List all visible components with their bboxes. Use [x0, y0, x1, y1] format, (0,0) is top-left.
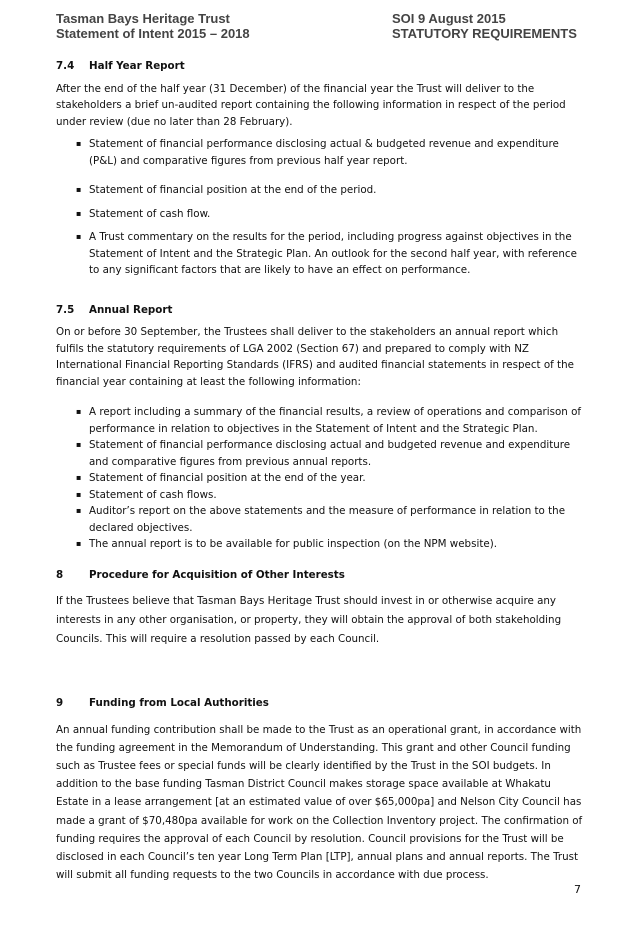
bullet-icon: ▪ — [76, 473, 82, 482]
header-left — [56, 11, 250, 41]
header-org: Tasman Bays Heritage Trust — [56, 11, 230, 26]
bullet-icon: ▪ — [76, 489, 82, 499]
list-item-text: A report including a summary of the financial results, a review of operations and comparison of performance in relation to objectives in the Statement of Intent and the Strategic Plan. — [89, 406, 582, 435]
list-item — [56, 404, 586, 437]
section-text: If the Trustees believe that Tasman Bays Heritage Trust should invest in or otherwise acquire any interests in any other organisation, or property, they will obtain the approval of both stakeholding Councils. This will require a resolution passed by each Council. — [56, 595, 562, 645]
bullet-icon: ▪ — [76, 407, 82, 416]
section-heading-7-4 — [56, 58, 586, 75]
section-number: 7.5 — [56, 303, 75, 316]
section-title: Procedure for Acquisition of Other Interests — [89, 568, 345, 581]
bullet-icon: ▪ — [76, 440, 82, 449]
list-item-text: Auditor’s report on the above statements and the measure of performance in relation to the declared objectives. — [89, 505, 566, 534]
list-item — [56, 536, 586, 553]
list-item — [56, 229, 586, 279]
section-heading-8 — [56, 567, 586, 584]
list-item — [56, 182, 586, 199]
section-number: 7.4 — [56, 60, 75, 72]
section-text: An annual funding contribution shall be made to the Trust as an operational grant, in accordance with the funding agreement in the Memorandum of Understanding. This grant and other Council funding such as Trustee fees or special funds will be clearly identified by the Trust in the SOI budgets. In addition to the base funding Tasman District Council makes storage space available at Whakatu Estate in a lease arrangement [at an estimated value of over $65,000pa] and Nelson City Council has made a grant of $70,480pa available for work on the Collection Inventory project. The confirmation of funding requires the approval of each Council by resolution. Council provisions for the Trust will be disclosed in each Council’s ten year Long Term Plan [LTP], annual plans and annual reports. The Trust will submit all funding requests to the two Councils in accordance with due process. — [56, 723, 583, 882]
list-item — [56, 437, 586, 470]
list-item-text: Statement of financial position at the end of the year. — [89, 472, 366, 484]
bullet-icon: ▪ — [76, 539, 82, 548]
header-section: STATUTORY REQUIREMENTS — [392, 26, 577, 41]
list-item — [56, 470, 586, 487]
list-item — [56, 136, 586, 169]
section-title: Funding from Local Authorities — [89, 697, 269, 709]
bullet-icon: ▪ — [76, 208, 82, 218]
bullet-list-7-5 — [56, 404, 586, 553]
bullet-icon: ▪ — [76, 185, 82, 194]
header-right — [392, 11, 577, 41]
header-doc-title: Statement of Intent 2015 – 2018 — [56, 26, 250, 41]
section-intro: On or before 30 September, the Trustees shall deliver to the stakeholders an annual report which fulfils the statutory requirements of LGA 2002 (Section 67) and prepared to comply with NZ International Financial Reporting Standards (IFRS) and audited financial statements in respect of the financial year containing at least the following information: — [56, 326, 574, 388]
bullet-icon: ▪ — [76, 506, 82, 515]
section-title: Annual Report — [89, 303, 173, 316]
section-heading-7-5 — [56, 302, 586, 319]
bullet-list-7-4 — [56, 136, 586, 279]
section-intro: After the end of the half year (31 December) of the financial year the Trust will deliver to the stakeholders a brief un-audited report containing the following information in respect of the period under review (due no later than 28 February). — [56, 82, 566, 128]
header-date: SOI 9 August 2015 — [392, 11, 506, 26]
list-item-text: Statement of financial performance disclosing actual and budgeted revenue and expenditure and comparative figures from previous annual reports. — [89, 439, 571, 468]
list-item-text: Statement of financial position at the end of the period. — [89, 184, 377, 196]
page-number: 7 — [574, 883, 581, 896]
list-item-text: Statement of cash flows. — [89, 488, 217, 501]
list-item-text: Statement of cash flow. — [89, 207, 211, 220]
bullet-icon: ▪ — [76, 232, 82, 241]
list-item — [56, 206, 586, 223]
list-item — [56, 487, 586, 504]
section-title: Half Year Report — [89, 60, 185, 72]
list-item-text: A Trust commentary on the results for the period, including progress against objectives in the Statement of Intent and the Strategic Plan. An outlook for the second half year, with reference to any significant factors that are likely to have an effect on performance. — [89, 231, 577, 276]
list-item — [56, 503, 586, 536]
section-number: 9 — [56, 697, 64, 709]
bullet-icon: ▪ — [76, 139, 82, 148]
section-number: 8 — [56, 568, 64, 581]
list-item-text: Statement of financial performance disclosing actual & budgeted revenue and expenditure (P&L) and comparative figures from previous half year report. — [89, 138, 559, 167]
document-body — [56, 58, 586, 884]
list-item-text: The annual report is to be available for public inspection (on the NPM website). — [89, 538, 497, 550]
section-heading-9 — [56, 695, 586, 712]
